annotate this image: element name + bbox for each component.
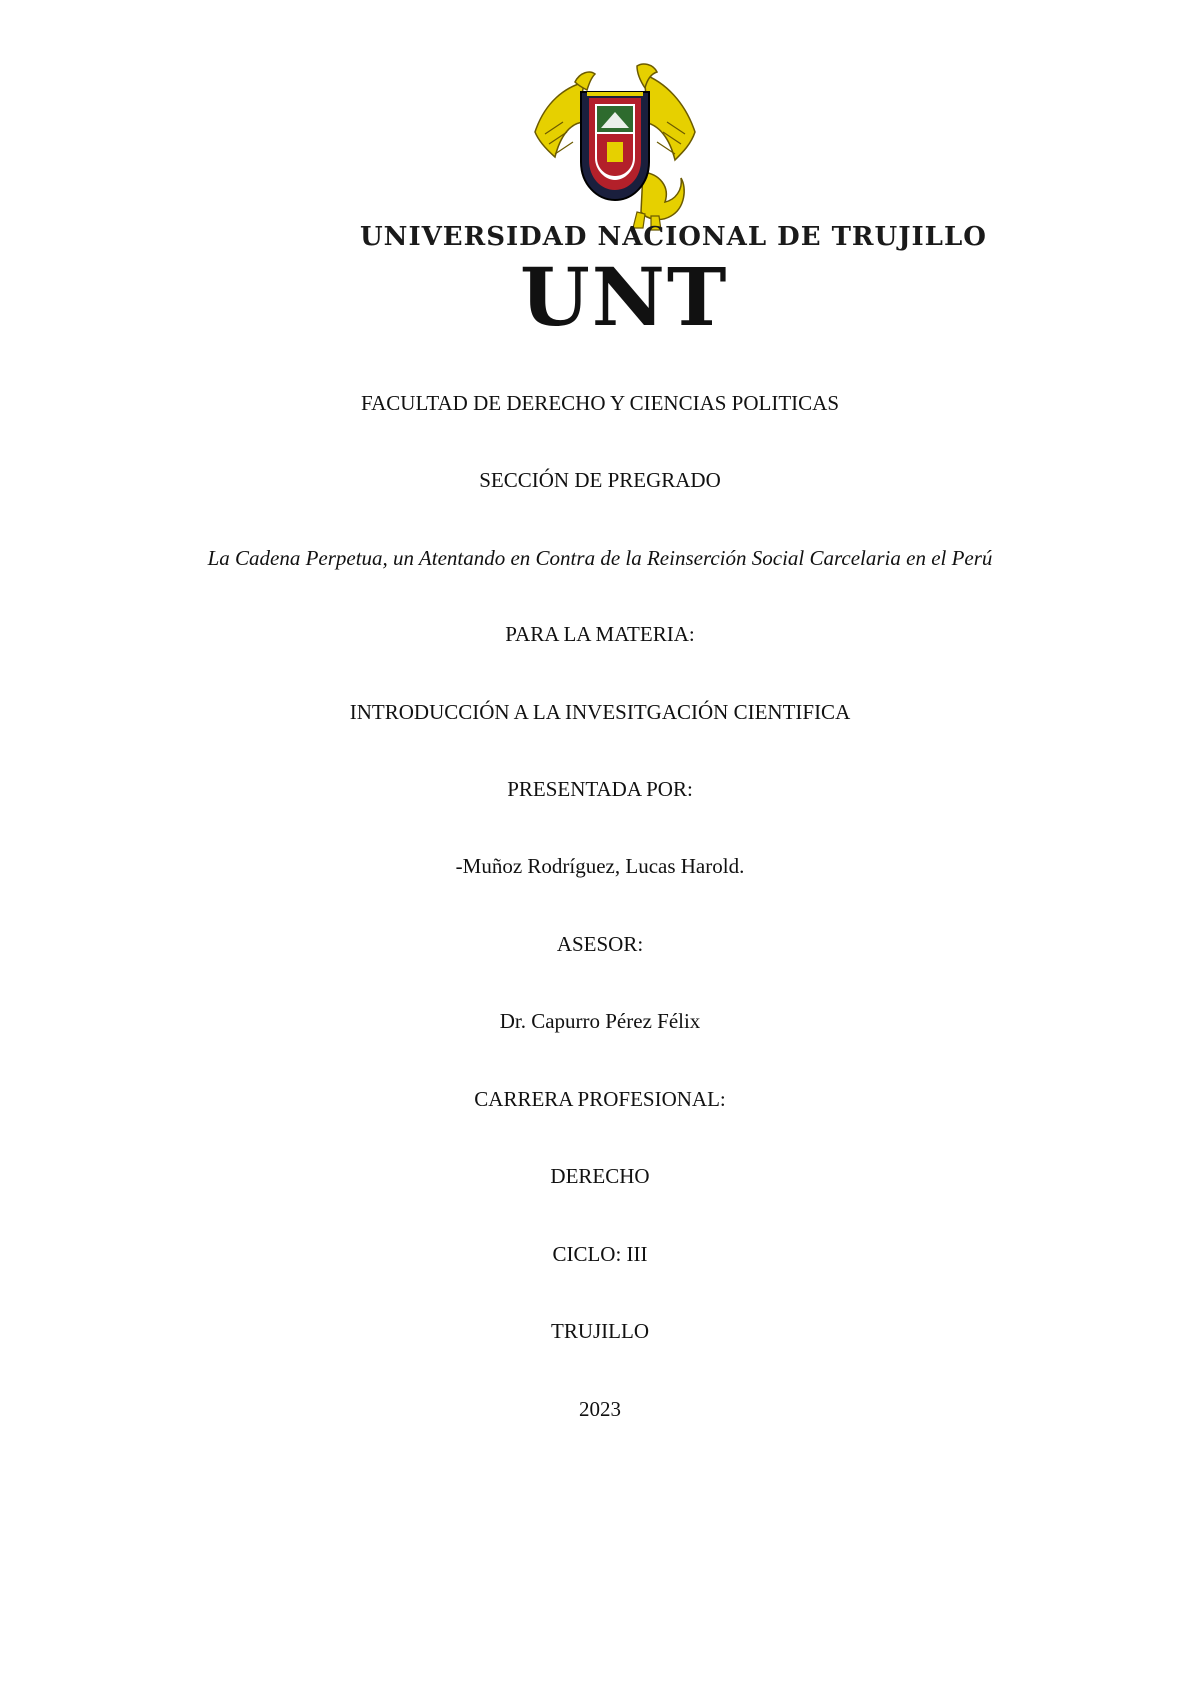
subject-label: PARA LA MATERIA:: [505, 622, 695, 646]
section-name: SECCIÓN DE PREGRADO: [479, 468, 721, 492]
subject-name: INTRODUCCIÓN A LA INVESITGACIÓN CIENTIFICA: [349, 700, 851, 724]
presented-by-label: PRESENTADA POR:: [507, 777, 693, 801]
cycle: CICLO: III: [552, 1242, 648, 1266]
city: TRUJILLO: [551, 1319, 649, 1343]
career-name: DERECHO: [550, 1164, 650, 1188]
author-name: -Muñoz Rodríguez, Lucas Harold.: [455, 854, 745, 878]
university-crest-icon: [525, 62, 705, 232]
career-label: CARRERA PROFESIONAL:: [474, 1087, 726, 1111]
advisor-name: Dr. Capurro Pérez Félix: [499, 1009, 701, 1033]
advisor-label: ASESOR:: [556, 932, 644, 956]
thesis-title: La Cadena Perpetua, un Atentando en Contra de la Reinserción Social Carcelaria en el Perú: [207, 546, 993, 570]
faculty-name: FACULTAD DE DERECHO Y CIENCIAS POLITICAS: [360, 391, 840, 415]
year: 2023: [579, 1397, 621, 1421]
university-acronym: UNT: [520, 250, 729, 344]
university-name: UNIVERSIDAD NACIONAL DE TRUJILLO: [360, 222, 987, 252]
